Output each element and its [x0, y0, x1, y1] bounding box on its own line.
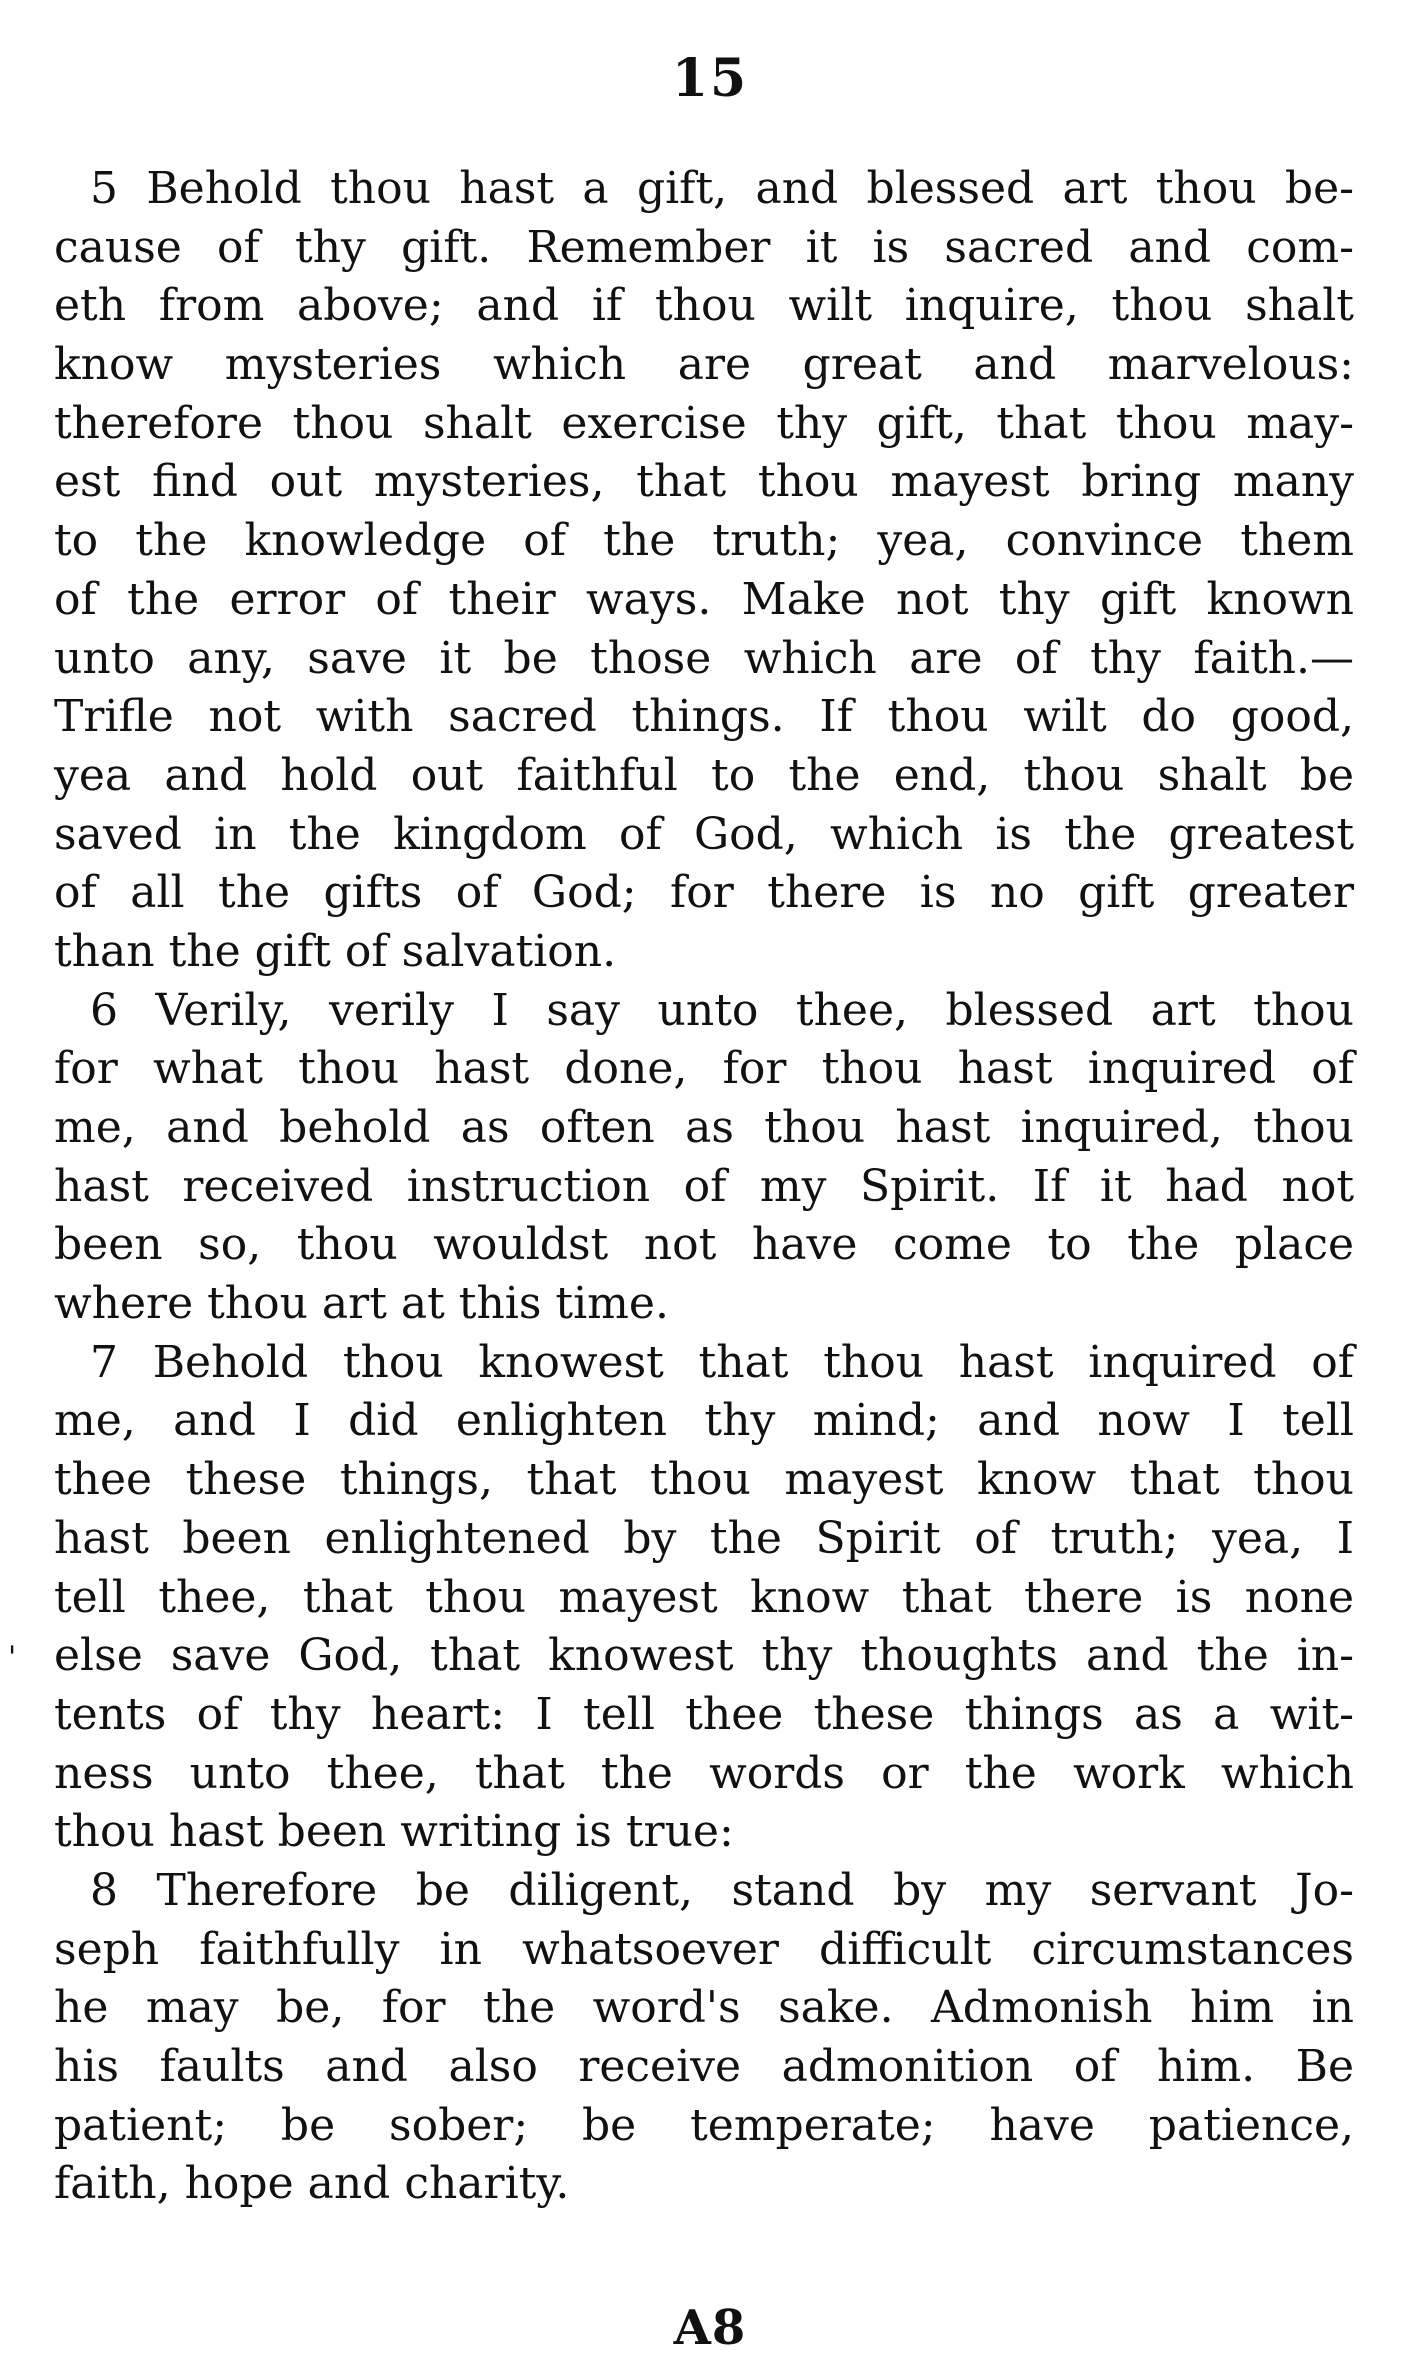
text-line: where thou art at this time. [54, 1278, 669, 1330]
text-line: hast been enlightened by the Spirit of truth; yea, I [54, 1512, 1354, 1564]
verse-7 [54, 1334, 1354, 1862]
text-line: cause of thy gift. Remember it is sacred and com- [54, 221, 1354, 273]
text-line: tents of thy heart: I tell thee these things as a wit- [54, 1688, 1354, 1740]
text-line: Trifle not with sacred things. If thou wilt do good, [54, 691, 1354, 743]
text-line: est find out mysteries, that thou mayest bring many [54, 456, 1354, 508]
page-text [54, 160, 1354, 2214]
verse-5 [54, 160, 1354, 982]
text-line: therefore thou shalt exercise thy gift, that thou may- [54, 397, 1354, 449]
text-line: yea and hold out faithful to the end, thou shalt be [54, 749, 1354, 801]
page-number: 15 [671, 48, 749, 109]
text-line: to the knowledge of the truth; yea, convince them [54, 515, 1354, 567]
text-line: hast received instruction of my Spirit. If it had not [54, 1160, 1354, 1212]
text-line: 8 Therefore be diligent, stand by my servant Jo- [90, 1864, 1354, 1916]
verse-6 [54, 982, 1354, 1334]
stray-mark: ' [8, 1640, 17, 1675]
text-line: ness unto thee, that the words or the work which [54, 1747, 1354, 1799]
text-line: seph faithfully in whatsoever difficult circumstances [54, 1923, 1354, 1975]
text-line: faith, hope and charity. [54, 2158, 570, 2210]
text-line: eth from above; and if thou wilt inquire, thou shalt [54, 280, 1354, 332]
verse-8 [54, 1862, 1354, 2214]
text-line: saved in the kingdom of God, which is the greatest [54, 808, 1354, 860]
text-line: thee these things, that thou mayest know that thou [54, 1454, 1354, 1506]
text-line: patient; be sober; be temperate; have patience, [54, 2099, 1354, 2151]
text-line: thou hast been writing is true: [54, 1806, 734, 1858]
text-line: 7 Behold thou knowest that thou hast inquired of [90, 1336, 1354, 1388]
text-line: know mysteries which are great and marvelous: [54, 339, 1354, 391]
text-line: been so, thou wouldst not have come to the place [54, 1219, 1354, 1271]
text-line: he may be, for the word's sake. Admonish him in [54, 1982, 1354, 2034]
text-line: of all the gifts of God; for there is no gift greater [54, 867, 1354, 919]
text-line: else save God, that knowest thy thoughts and the in- [54, 1630, 1354, 1682]
text-line: than the gift of salvation. [54, 925, 617, 977]
text-line: tell thee, that thou mayest know that there is none [54, 1571, 1354, 1623]
text-line: 5 Behold thou hast a gift, and blessed art thou be- [90, 163, 1354, 214]
text-line: for what thou hast done, for thou hast inquired of [54, 1043, 1354, 1095]
text-line: of the error of their ways. Make not thy gift known [54, 573, 1354, 625]
text-line: 6 Verily, verily I say unto thee, blessed art thou [90, 984, 1354, 1036]
printer-signature-mark: A8 [673, 2300, 747, 2356]
text-line: unto any, save it be those which are of thy faith.— [54, 632, 1354, 684]
text-line: me, and behold as often as thou hast inquired, thou [54, 1102, 1354, 1153]
text-line: his faults and also receive admonition of him. Be [54, 2041, 1354, 2092]
text-line: me, and I did enlighten thy mind; and now I tell [54, 1395, 1354, 1447]
